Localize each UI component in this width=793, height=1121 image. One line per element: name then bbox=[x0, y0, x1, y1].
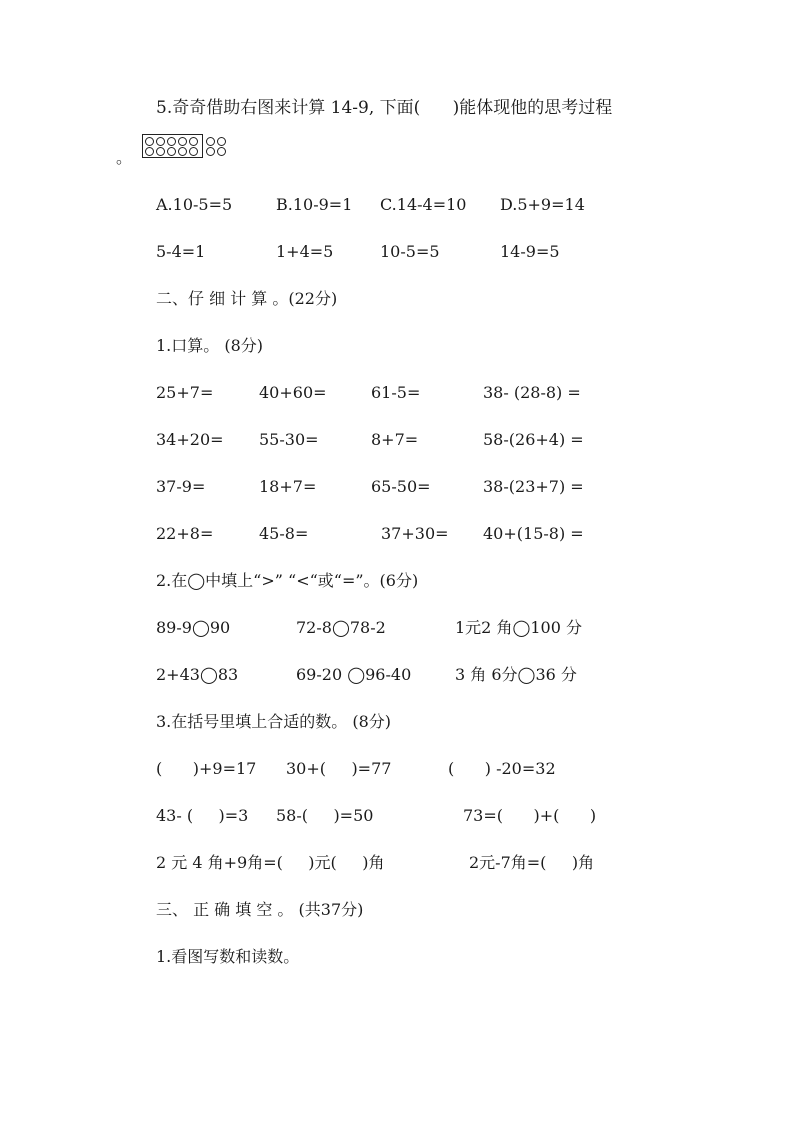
circle bbox=[206, 137, 215, 146]
mental-math-item: 25+7= bbox=[156, 383, 214, 402]
fill-blank-item: 30+( )=77 bbox=[286, 759, 392, 778]
compare-item: 1元2 角◯100 分 bbox=[455, 618, 582, 637]
section-3-title: 三、 正 确 填 空 。 (共37分) bbox=[156, 900, 364, 919]
fill-blank-item: 43- ( )=3 bbox=[156, 806, 249, 825]
mental-math-item: 61-5= bbox=[371, 383, 421, 402]
compare-item: 2+43◯83 bbox=[156, 665, 239, 684]
fill-blank-item: 58-( )=50 bbox=[276, 806, 374, 825]
mental-math-item: 38-(23+7) = bbox=[483, 477, 584, 496]
compare-item: 89-9◯90 bbox=[156, 618, 231, 637]
mental-math-item: 55-30= bbox=[259, 430, 319, 449]
fill-blank-item: 2 元 4 角+9角=( )元( )角 bbox=[156, 853, 385, 872]
part-2-title: 2.在◯中填上“>” “<“或“=”。(6分) bbox=[156, 571, 419, 590]
mental-math-item: 37-9= bbox=[156, 477, 206, 496]
circle bbox=[189, 147, 198, 156]
part-3-title: 3.在括号里填上合适的数。 (8分) bbox=[156, 712, 392, 731]
circle bbox=[145, 147, 154, 156]
mental-math-item: 22+8= bbox=[156, 524, 214, 543]
circle bbox=[217, 137, 226, 146]
mental-math-item: 37+30= bbox=[381, 524, 449, 543]
circle bbox=[178, 147, 187, 156]
compare-item: 3 角 6分◯36 分 bbox=[455, 665, 577, 684]
compare-item: 69-20 ◯96-40 bbox=[296, 665, 412, 684]
mental-math-item: 18+7= bbox=[259, 477, 317, 496]
option-c: C.14-4=10 bbox=[380, 195, 467, 214]
circle bbox=[167, 147, 176, 156]
circle bbox=[156, 147, 165, 156]
option-a-step2: 5-4=1 bbox=[156, 242, 206, 261]
mental-math-item: 38- (28-8) = bbox=[483, 383, 581, 402]
counting-circles-figure bbox=[142, 134, 232, 158]
mental-math-item: 8+7= bbox=[371, 430, 419, 449]
option-d-step2: 14-9=5 bbox=[500, 242, 560, 261]
fill-blank-item: ( )+9=17 bbox=[156, 759, 257, 778]
mental-math-item: 45-8= bbox=[259, 524, 309, 543]
circle bbox=[178, 137, 187, 146]
mental-math-item: 40+60= bbox=[259, 383, 327, 402]
circle bbox=[206, 147, 215, 156]
circle bbox=[167, 137, 176, 146]
mental-math-item: 58-(26+4) = bbox=[483, 430, 584, 449]
question-5-tail: 。 bbox=[116, 148, 133, 167]
circle bbox=[145, 137, 154, 146]
fill-blank-item: 2元-7角=( )角 bbox=[469, 853, 595, 872]
mental-math-item: 40+(15-8) = bbox=[483, 524, 584, 543]
section-3-part-1-title: 1.看图写数和读数。 bbox=[156, 947, 300, 966]
mental-math-item: 65-50= bbox=[371, 477, 431, 496]
circle bbox=[217, 147, 226, 156]
part-1-title: 1.口算。 (8分) bbox=[156, 336, 264, 355]
option-b-step2: 1+4=5 bbox=[276, 242, 334, 261]
question-5-text: 5.奇奇借助右图来计算 14-9, 下面( )能体现他的思考过程 bbox=[156, 98, 613, 118]
fill-blank-item: ( ) -20=32 bbox=[448, 759, 556, 778]
circle bbox=[189, 137, 198, 146]
circle bbox=[156, 137, 165, 146]
section-2-title: 二、仔 细 计 算 。(22分) bbox=[156, 289, 338, 308]
option-b: B.10-9=1 bbox=[276, 195, 353, 214]
option-d: D.5+9=14 bbox=[500, 195, 585, 214]
option-a: A.10-5=5 bbox=[156, 195, 233, 214]
compare-item: 72-8◯78-2 bbox=[296, 618, 386, 637]
fill-blank-item: 73=( )+( ) bbox=[463, 806, 597, 825]
option-c-step2: 10-5=5 bbox=[380, 242, 440, 261]
mental-math-item: 34+20= bbox=[156, 430, 224, 449]
